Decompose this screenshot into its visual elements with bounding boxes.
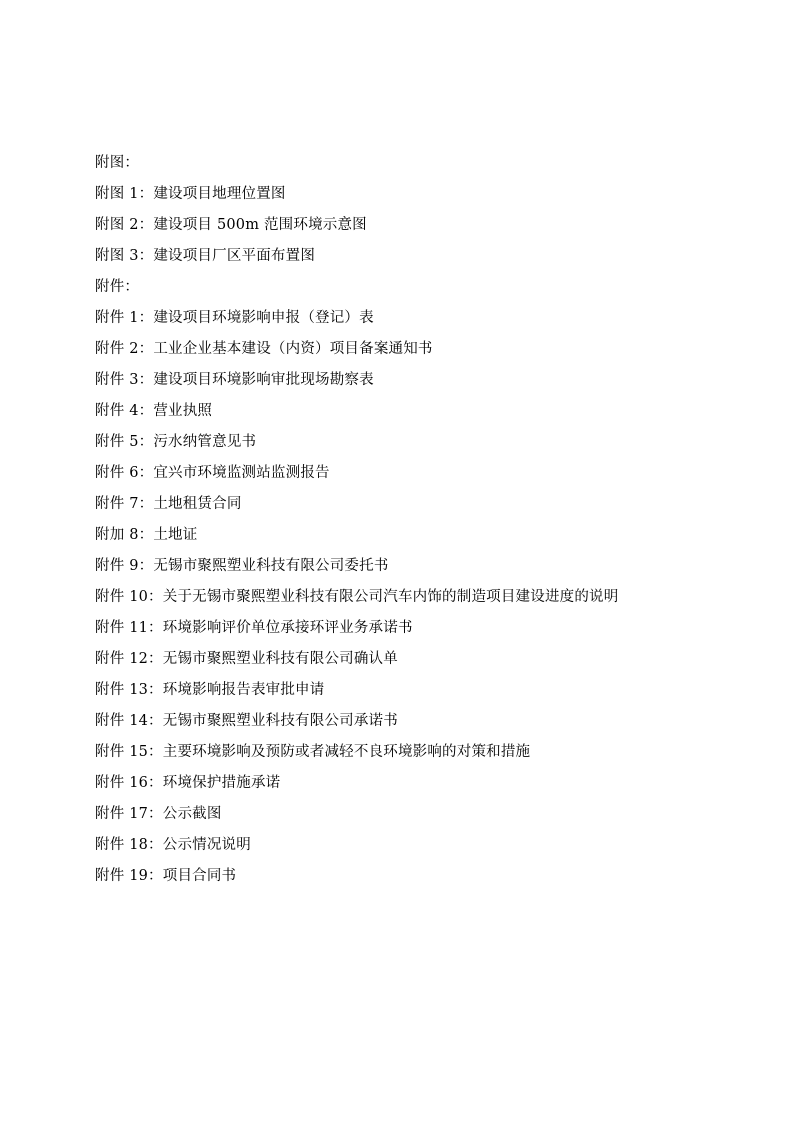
attachment-2-item: 附件 2：工业企业基本建设（内资）项目备案通知书 bbox=[95, 341, 433, 357]
attachment-10-item: 附件 10：关于无锡市聚熙塑业科技有限公司汽车内饰的制造项目建设进度的说明 bbox=[95, 589, 619, 605]
figure-3-item: 附图 3：建设项目厂区平面布置图 bbox=[95, 248, 316, 264]
figure-1-item: 附图 1：建设项目地理位置图 bbox=[95, 186, 286, 202]
attachment-11-item: 附件 11：环境影响评价单位承接环评业务承诺书 bbox=[95, 620, 413, 636]
attachment-12-item: 附件 12：无锡市聚熙塑业科技有限公司确认单 bbox=[95, 651, 398, 667]
attachment-5-item: 附件 5：污水纳管意见书 bbox=[95, 434, 257, 450]
attachment-19-item: 附件 19：项目合同书 bbox=[95, 868, 237, 884]
attachment-6-item: 附件 6：宜兴市环境监测站监测报告 bbox=[95, 465, 330, 481]
attachments-heading: 附件： bbox=[95, 279, 140, 295]
attachment-15-item: 附件 15：主要环境影响及预防或者减轻不良环境影响的对策和措施 bbox=[95, 744, 531, 760]
attachment-4-item: 附件 4：营业执照 bbox=[95, 403, 213, 419]
attachment-7-item: 附件 7：土地租赁合同 bbox=[95, 496, 242, 512]
attachment-16-item: 附件 16：环境保护措施承诺 bbox=[95, 775, 281, 791]
attachment-list bbox=[95, 152, 618, 896]
attachment-14-item: 附件 14：无锡市聚熙塑业科技有限公司承诺书 bbox=[95, 713, 398, 729]
attachment-9-item: 附件 9：无锡市聚熙塑业科技有限公司委托书 bbox=[95, 558, 389, 574]
attachment-13-item: 附件 13：环境影响报告表审批申请 bbox=[95, 682, 325, 698]
attachment-18-item: 附件 18：公示情况说明 bbox=[95, 837, 251, 853]
attachment-1-item: 附件 1：建设项目环境影响申报（登记）表 bbox=[95, 310, 374, 326]
figure-2-item: 附图 2：建设项目 500m 范围环境示意图 bbox=[95, 217, 367, 233]
attachment-17-item: 附件 17：公示截图 bbox=[95, 806, 222, 822]
attachment-3-item: 附件 3：建设项目环境影响审批现场勘察表 bbox=[95, 372, 374, 388]
figures-heading: 附图： bbox=[95, 155, 140, 171]
attachment-8-item: 附加 8：土地证 bbox=[95, 527, 198, 543]
